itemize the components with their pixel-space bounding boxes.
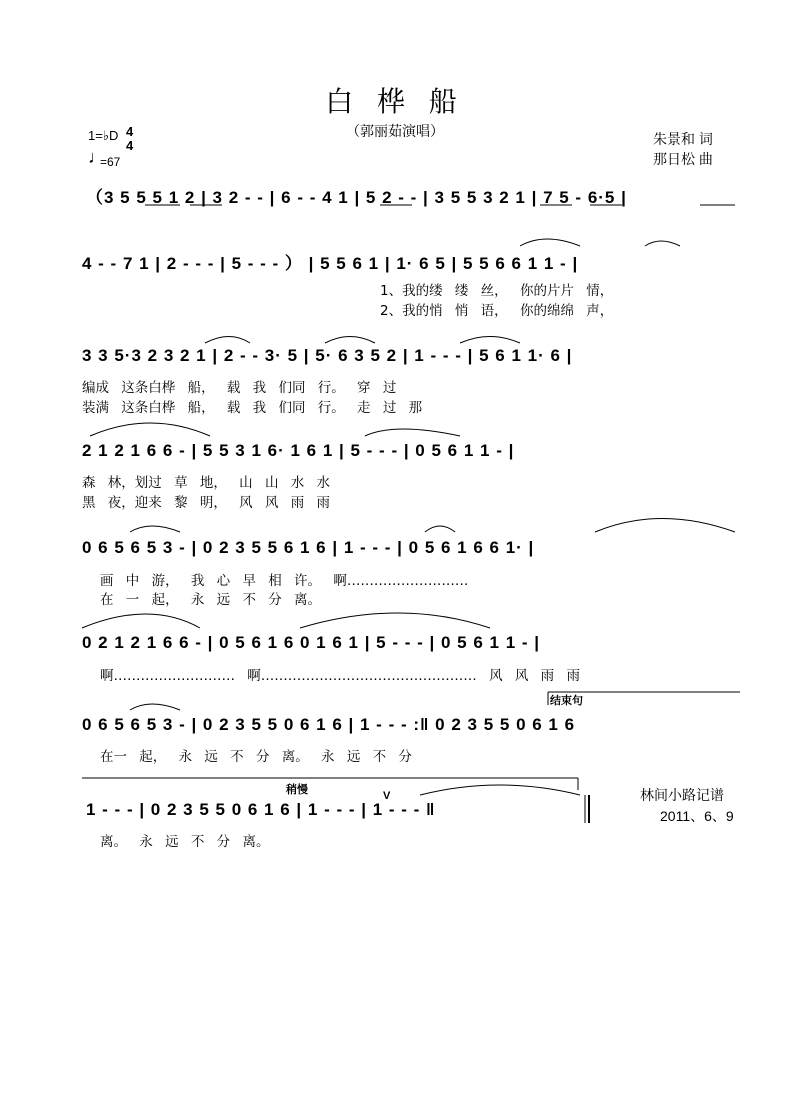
- date-credit: 2011、6、9: [660, 808, 734, 824]
- tempo-change-label: 稍慢: [286, 784, 308, 796]
- quarter-note-icon: ♩: [88, 147, 106, 167]
- score-row-3: 3 3 5·3 2 3 2 1 | 2 - - 3· 5 | 5· 6 3 5 2 | 1 - - - | 5 6 1 1· 6 |: [82, 346, 573, 365]
- arranger-credit: 林间小路记谱: [640, 787, 724, 803]
- breath-mark: V: [383, 790, 391, 802]
- score-row-8: 1 - - - | 0 2 3 5 5 0 6 1 6 | 1 - - - | 1 - - - ‖: [86, 800, 436, 819]
- lyric-row-6: 啊……………………… 啊………………………………………… 风 风 雨 雨: [100, 668, 580, 684]
- score-row-4: 2 1 2 1 6 6 - | 5 5 3 1 6· 1 6 1 | 5 - - - | 0 5 6 1 1 - |: [82, 441, 515, 460]
- lyric-row-8: 离。 永 远 不 分 离。: [100, 834, 270, 850]
- lyric-row-4-verse-2: 黑 夜，迎来 黎 明， 风 风 雨 雨: [82, 495, 331, 511]
- lyric-row-5-verse-1: 画 中 游， 我 心 早 相 许。 啊………………………: [100, 573, 469, 589]
- page-subtitle: （郭丽茹演唱）: [346, 123, 444, 139]
- composer-credit: 那日松 曲: [653, 151, 713, 167]
- lyric-row-3-verse-2: 装满 这条白桦 船， 载 我 们同 行。 走 过 那: [82, 400, 423, 416]
- key-signature: 1=♭D: [88, 128, 119, 143]
- score-row-5: 0 6 5 6 5 3 - | 0 2 3 5 5 6 1 6 | 1 - - - | 0 5 6 1 6 6 1· |: [82, 538, 535, 557]
- time-signature-bottom: 4: [126, 138, 134, 153]
- score-row-1: （3 5 5 5 1 2 | 3 2 - - | 6 - - 4 1 | 5 2 - - | 3 5 5 3 2 1 | 7 5 - 6·5 |: [86, 188, 627, 207]
- tempo-mark: =67: [100, 155, 121, 169]
- lyric-row-2-verse-1: 1、我的缕 缕 丝， 你的片片 情，: [380, 283, 614, 299]
- page-title: 白 桦 船: [325, 86, 465, 117]
- score-row-6: 0 2 1 2 1 6 6 - | 0 5 6 1 6 0 1 6 1 | 5 - - - | 0 5 6 1 1 - |: [82, 633, 541, 652]
- ending-label: 结束句: [550, 695, 583, 707]
- time-signature-top: 4: [126, 124, 134, 139]
- lyricist-credit: 朱景和 词: [653, 131, 713, 147]
- lyric-row-7: 在一 起， 永 远 不 分 离。 永 远 不 分: [100, 749, 412, 765]
- lyric-row-4-verse-1: 森 林，划过 草 地， 山 山 水 水: [82, 475, 331, 491]
- score-row-2: 4 - - 7 1 | 2 - - - | 5 - - - ） | 5 5 6 1 | 1· 6 5 | 5 5 6 6 1 1 - |: [82, 254, 579, 273]
- lyric-row-2-verse-2: 2、我的悄 悄 语， 你的绵绵 声，: [380, 303, 614, 319]
- lyric-row-5-verse-2: 在 一 起， 永 远 不 分 离。: [100, 592, 322, 608]
- lyric-row-3-verse-1: 编成 这条白桦 船， 载 我 们同 行。 穿 过: [82, 380, 397, 396]
- score-row-7: 0 6 5 6 5 3 - | 0 2 3 5 5 0 6 1 6 | 1 - - - :‖ 0 2 3 5 5 0 6 1 6: [82, 715, 576, 734]
